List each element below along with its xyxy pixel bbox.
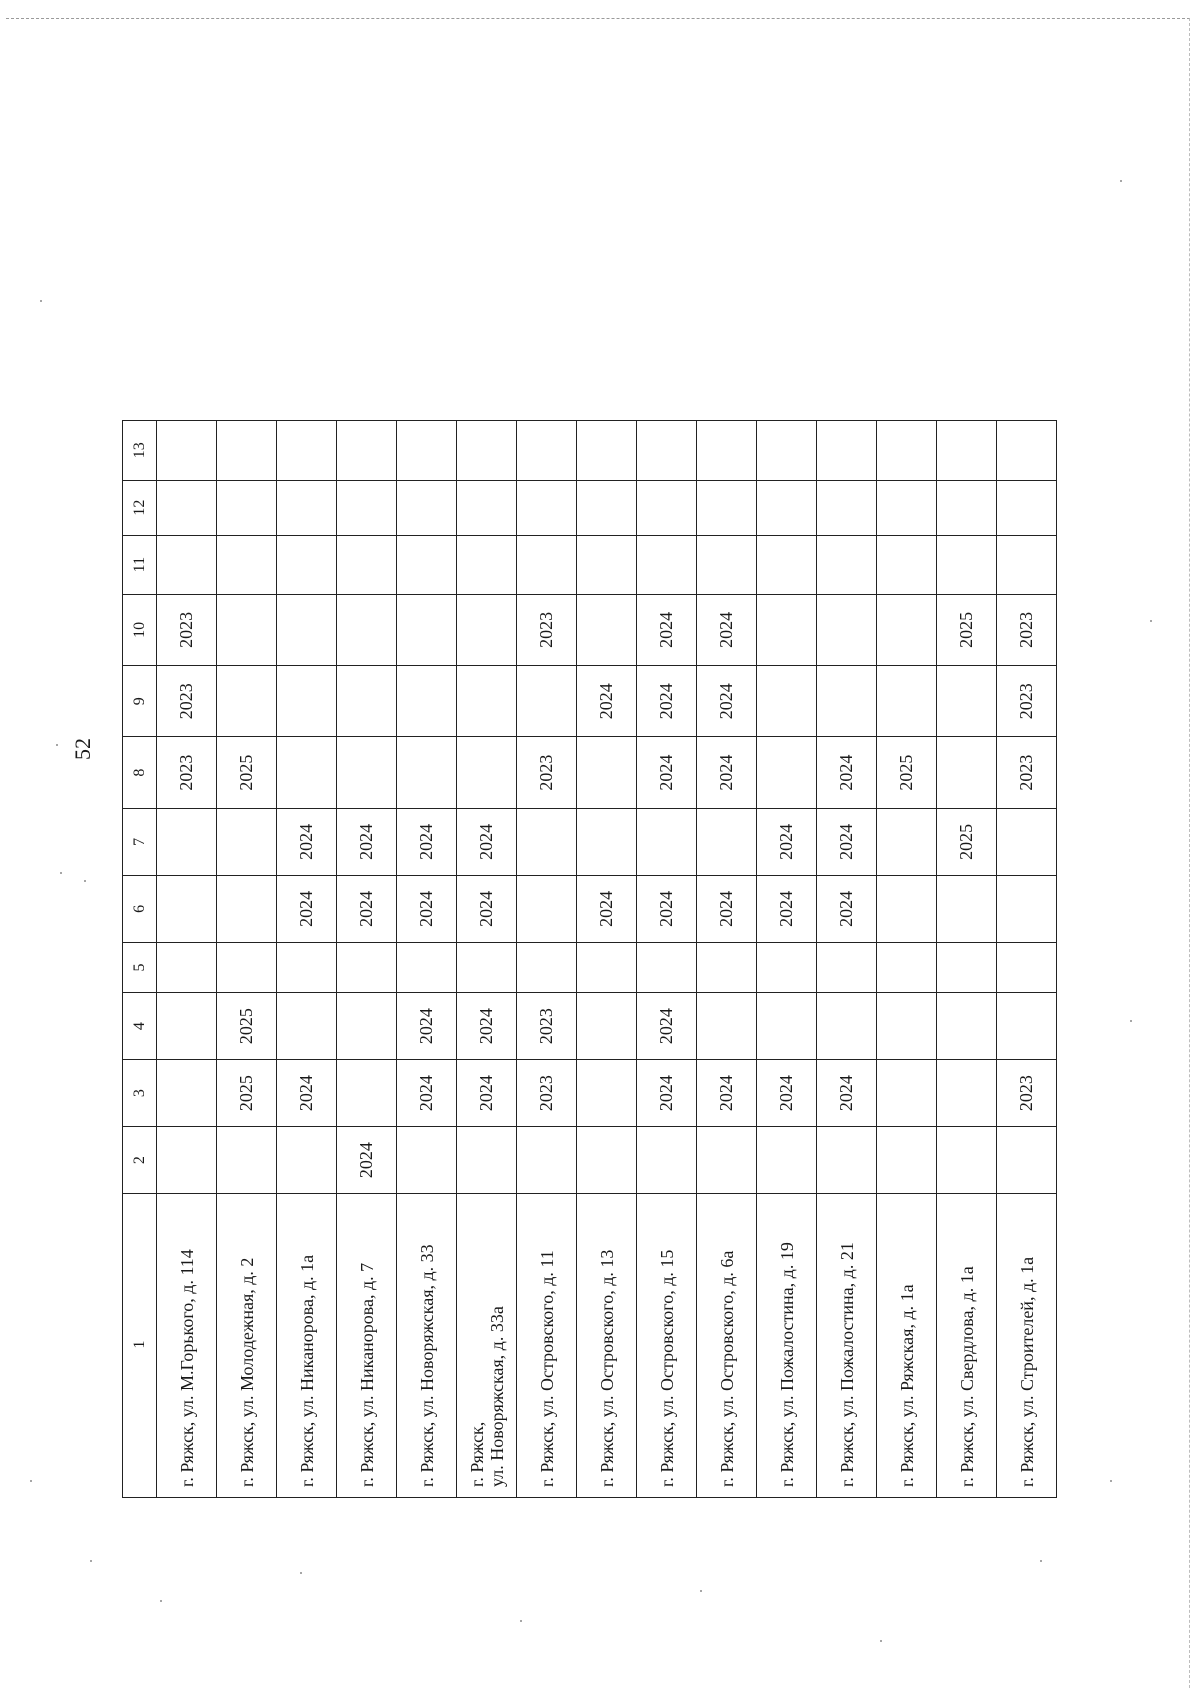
table-row — [457, 421, 517, 1498]
table-row — [817, 421, 877, 1498]
year-cell-11 — [577, 535, 637, 594]
year-cell-12 — [577, 480, 637, 535]
address-text: г. Ряжск, — [466, 1421, 487, 1487]
year-cell-6 — [157, 875, 217, 942]
year-cell-10 — [757, 594, 817, 665]
year-cell-7: 2024 — [277, 808, 337, 875]
year-cell-5 — [457, 942, 517, 992]
year-cell-10 — [397, 594, 457, 665]
address-cell — [457, 1194, 517, 1498]
year-cell-13 — [397, 421, 457, 481]
year-cell-7 — [217, 808, 277, 875]
year-cell-9 — [277, 666, 337, 737]
year-cell-8 — [277, 737, 337, 808]
year-cell-9 — [817, 666, 877, 737]
year-cell-13 — [157, 421, 217, 481]
year-cell-9 — [457, 666, 517, 737]
address-cell — [637, 1194, 697, 1498]
address-text: г. Ряжск, ул. Островского, д. 15 — [656, 1249, 677, 1487]
table-row — [577, 421, 637, 1498]
year-cell-6 — [997, 875, 1057, 942]
year-cell-8: 2023 — [157, 737, 217, 808]
address-text: г. Ряжск, ул. Никанорова, д. 1а — [296, 1254, 317, 1487]
year-cell-6 — [517, 875, 577, 942]
year-cell-4 — [937, 993, 997, 1060]
year-cell-10: 2023 — [997, 594, 1057, 665]
year-cell-8: 2023 — [997, 737, 1057, 808]
address-text: г. Ряжск, ул. Новоряжская, д. 33 — [416, 1244, 437, 1487]
year-cell-7 — [997, 808, 1057, 875]
col-header-4: 4 — [123, 993, 157, 1060]
address-cell — [217, 1194, 277, 1498]
year-cell-9 — [517, 666, 577, 737]
year-cell-12 — [337, 480, 397, 535]
year-cell-6: 2024 — [577, 875, 637, 942]
header-row — [123, 421, 157, 1498]
year-cell-10 — [457, 594, 517, 665]
year-cell-9: 2024 — [577, 666, 637, 737]
year-cell-9 — [397, 666, 457, 737]
scan-speck — [1130, 1020, 1132, 1022]
year-cell-12 — [277, 480, 337, 535]
address-cell — [877, 1194, 937, 1498]
year-cell-10 — [337, 594, 397, 665]
scan-speck — [56, 744, 58, 746]
year-cell-8: 2025 — [877, 737, 937, 808]
col-header-10: 10 — [123, 594, 157, 665]
year-cell-3: 2024 — [277, 1060, 337, 1127]
year-cell-5 — [517, 942, 577, 992]
year-cell-9 — [337, 666, 397, 737]
scan-speck — [300, 1572, 302, 1574]
scan-speck — [1110, 1480, 1112, 1482]
scan-speck — [1040, 1560, 1042, 1562]
address-text: г. Ряжск, ул. Островского, д. 13 — [596, 1249, 617, 1487]
year-cell-5 — [637, 942, 697, 992]
address-cell — [817, 1194, 877, 1498]
year-cell-4 — [157, 993, 217, 1060]
year-cell-7: 2024 — [757, 808, 817, 875]
year-cell-12 — [217, 480, 277, 535]
year-cell-12 — [637, 480, 697, 535]
year-cell-7 — [697, 808, 757, 875]
year-cell-2 — [517, 1127, 577, 1194]
table-row — [757, 421, 817, 1498]
col-header-6: 6 — [123, 875, 157, 942]
year-cell-7: 2024 — [397, 808, 457, 875]
year-cell-4: 2024 — [637, 993, 697, 1060]
year-cell-3: 2024 — [457, 1060, 517, 1127]
col-header-8: 8 — [123, 737, 157, 808]
page-number: 52 — [70, 738, 95, 760]
year-cell-13 — [217, 421, 277, 481]
year-cell-13 — [817, 421, 877, 481]
year-cell-13 — [697, 421, 757, 481]
year-cell-10 — [877, 594, 937, 665]
year-cell-7 — [877, 808, 937, 875]
scan-speck — [1120, 180, 1122, 182]
address-cell — [337, 1194, 397, 1498]
year-cell-3: 2024 — [397, 1060, 457, 1127]
year-cell-11 — [637, 535, 697, 594]
year-cell-5 — [157, 942, 217, 992]
year-cell-10 — [817, 594, 877, 665]
year-cell-6 — [877, 875, 937, 942]
address-cell — [397, 1194, 457, 1498]
year-cell-8: 2023 — [517, 737, 577, 808]
year-cell-8: 2024 — [817, 737, 877, 808]
year-cell-2 — [757, 1127, 817, 1194]
address-cell — [937, 1194, 997, 1498]
year-cell-9 — [877, 666, 937, 737]
scan-speck — [60, 872, 62, 874]
year-cell-11 — [937, 535, 997, 594]
year-cell-4: 2023 — [517, 993, 577, 1060]
year-cell-2 — [577, 1127, 637, 1194]
year-cell-5 — [397, 942, 457, 992]
col-header-7: 7 — [123, 808, 157, 875]
col-header-3: 3 — [123, 1060, 157, 1127]
year-cell-7 — [637, 808, 697, 875]
year-cell-9: 2024 — [697, 666, 757, 737]
year-cell-6: 2024 — [757, 875, 817, 942]
table-row — [277, 421, 337, 1498]
year-cell-11 — [217, 535, 277, 594]
year-cell-4 — [577, 993, 637, 1060]
address-cell — [517, 1194, 577, 1498]
year-cell-13 — [877, 421, 937, 481]
year-cell-11 — [877, 535, 937, 594]
scan-speck — [1150, 620, 1152, 622]
col-header-2: 2 — [123, 1127, 157, 1194]
year-cell-4 — [877, 993, 937, 1060]
year-cell-5 — [937, 942, 997, 992]
year-cell-6: 2024 — [457, 875, 517, 942]
year-cell-3: 2023 — [997, 1060, 1057, 1127]
year-cell-13 — [577, 421, 637, 481]
year-cell-3: 2024 — [697, 1060, 757, 1127]
year-cell-5 — [277, 942, 337, 992]
year-cell-6: 2024 — [397, 875, 457, 942]
col-header-9: 9 — [123, 666, 157, 737]
scan-speck — [90, 1560, 92, 1562]
year-cell-9 — [757, 666, 817, 737]
address-cell — [997, 1194, 1057, 1498]
year-cell-13 — [637, 421, 697, 481]
year-cell-10: 2024 — [637, 594, 697, 665]
year-cell-3 — [577, 1060, 637, 1127]
year-cell-5 — [577, 942, 637, 992]
year-cell-8 — [757, 737, 817, 808]
year-cell-7: 2025 — [937, 808, 997, 875]
year-cell-2 — [457, 1127, 517, 1194]
address-cell — [277, 1194, 337, 1498]
year-cell-6: 2024 — [277, 875, 337, 942]
year-cell-2 — [817, 1127, 877, 1194]
year-cell-4 — [697, 993, 757, 1060]
year-cell-4 — [757, 993, 817, 1060]
year-cell-12 — [997, 480, 1057, 535]
year-cell-6: 2024 — [337, 875, 397, 942]
year-cell-11 — [157, 535, 217, 594]
year-cell-2 — [397, 1127, 457, 1194]
col-header-1: 1 — [123, 1194, 157, 1498]
col-header-12: 12 — [123, 480, 157, 535]
year-cell-10: 2025 — [937, 594, 997, 665]
year-cell-5 — [997, 942, 1057, 992]
year-cell-8 — [337, 737, 397, 808]
year-cell-8: 2025 — [217, 737, 277, 808]
address-text: г. Ряжск, ул. Ряжская, д. 1а — [896, 1284, 917, 1487]
year-cell-11 — [337, 535, 397, 594]
year-cell-5 — [817, 942, 877, 992]
year-cell-5 — [877, 942, 937, 992]
table-row — [877, 421, 937, 1498]
year-cell-2 — [877, 1127, 937, 1194]
scan-speck — [520, 1620, 522, 1622]
year-cell-4 — [817, 993, 877, 1060]
year-cell-11 — [277, 535, 337, 594]
scan-speck — [84, 880, 86, 882]
year-cell-12 — [457, 480, 517, 535]
year-cell-7: 2024 — [337, 808, 397, 875]
address-text: г. Ряжск, ул. М.Горького, д. 114 — [176, 1249, 197, 1487]
year-cell-12 — [157, 480, 217, 535]
year-cell-11 — [457, 535, 517, 594]
table-row — [997, 421, 1057, 1498]
year-cell-11 — [397, 535, 457, 594]
year-cell-4: 2024 — [457, 993, 517, 1060]
year-cell-10: 2024 — [697, 594, 757, 665]
year-cell-4 — [997, 993, 1057, 1060]
year-cell-7 — [517, 808, 577, 875]
year-cell-12 — [757, 480, 817, 535]
year-cell-8 — [457, 737, 517, 808]
table-row — [517, 421, 577, 1498]
year-cell-4 — [277, 993, 337, 1060]
col-header-13: 13 — [123, 421, 157, 481]
year-cell-13 — [517, 421, 577, 481]
address-text: г. Ряжск, ул. Свердлова, д. 1а — [956, 1266, 977, 1487]
year-cell-3: 2024 — [637, 1060, 697, 1127]
year-cell-8: 2024 — [637, 737, 697, 808]
year-cell-11 — [997, 535, 1057, 594]
year-cell-12 — [697, 480, 757, 535]
year-cell-13 — [937, 421, 997, 481]
address-text: г. Ряжск, ул. Пожалостина, д. 19 — [776, 1242, 797, 1487]
year-cell-13 — [337, 421, 397, 481]
year-cell-10: 2023 — [517, 594, 577, 665]
year-cell-10 — [217, 594, 277, 665]
table-row — [157, 421, 217, 1498]
year-cell-2 — [697, 1127, 757, 1194]
address-cell — [757, 1194, 817, 1498]
scan-speck — [40, 300, 42, 302]
address-cell — [577, 1194, 637, 1498]
year-cell-7 — [577, 808, 637, 875]
year-cell-6 — [217, 875, 277, 942]
table-row — [637, 421, 697, 1498]
scan-speck — [30, 1480, 32, 1482]
year-cell-13 — [997, 421, 1057, 481]
year-cell-11 — [697, 535, 757, 594]
address-cell — [157, 1194, 217, 1498]
year-cell-2 — [637, 1127, 697, 1194]
year-cell-3 — [157, 1060, 217, 1127]
year-cell-11 — [517, 535, 577, 594]
year-cell-12 — [877, 480, 937, 535]
year-cell-6: 2024 — [697, 875, 757, 942]
year-cell-6 — [937, 875, 997, 942]
year-cell-13 — [277, 421, 337, 481]
address-text-line2: ул. Новоряжская, д. 33а — [486, 1306, 507, 1487]
address-text: г. Ряжск, ул. Молодежная, д. 2 — [236, 1257, 257, 1487]
year-cell-5 — [697, 942, 757, 992]
year-cell-2 — [937, 1127, 997, 1194]
year-cell-3 — [937, 1060, 997, 1127]
table-row — [397, 421, 457, 1498]
col-header-11: 11 — [123, 535, 157, 594]
year-cell-12 — [817, 480, 877, 535]
year-cell-6: 2024 — [817, 875, 877, 942]
year-cell-3: 2023 — [517, 1060, 577, 1127]
year-cell-7: 2024 — [457, 808, 517, 875]
table-row — [937, 421, 997, 1498]
table-row — [217, 421, 277, 1498]
year-cell-12 — [517, 480, 577, 535]
year-cell-7: 2024 — [817, 808, 877, 875]
year-cell-5 — [337, 942, 397, 992]
year-cell-3: 2024 — [817, 1060, 877, 1127]
year-cell-12 — [397, 480, 457, 535]
year-cell-11 — [817, 535, 877, 594]
address-text: г. Ряжск, ул. Островского, д. 11 — [536, 1250, 557, 1487]
year-cell-13 — [757, 421, 817, 481]
year-cell-7 — [157, 808, 217, 875]
year-cell-3: 2024 — [757, 1060, 817, 1127]
col-header-5: 5 — [123, 942, 157, 992]
year-cell-3 — [877, 1060, 937, 1127]
year-cell-8 — [937, 737, 997, 808]
year-cell-8: 2024 — [697, 737, 757, 808]
year-cell-5 — [217, 942, 277, 992]
address-text: г. Ряжск, ул. Пожалостина, д. 21 — [836, 1242, 857, 1487]
scan-speck — [160, 1600, 162, 1602]
year-cell-13 — [457, 421, 517, 481]
schedule-table — [122, 420, 1057, 1498]
address-text: г. Ряжск, ул. Островского, д. 6а — [716, 1250, 737, 1487]
year-cell-2 — [277, 1127, 337, 1194]
scan-speck — [700, 1590, 702, 1592]
year-cell-2 — [157, 1127, 217, 1194]
year-cell-2 — [217, 1127, 277, 1194]
year-cell-8 — [577, 737, 637, 808]
year-cell-10 — [277, 594, 337, 665]
year-cell-9 — [217, 666, 277, 737]
address-text: г. Ряжск, ул. Строителей, д. 1а — [1016, 1256, 1037, 1487]
year-cell-11 — [757, 535, 817, 594]
year-cell-9 — [937, 666, 997, 737]
year-cell-3: 2025 — [217, 1060, 277, 1127]
year-cell-9: 2024 — [637, 666, 697, 737]
year-cell-5 — [757, 942, 817, 992]
table-row — [337, 421, 397, 1498]
scan-speck — [880, 1640, 882, 1642]
year-cell-6: 2024 — [637, 875, 697, 942]
year-cell-4 — [337, 993, 397, 1060]
rotated-table-container — [122, 420, 1057, 1498]
address-cell — [697, 1194, 757, 1498]
table-row — [697, 421, 757, 1498]
year-cell-9: 2023 — [997, 666, 1057, 737]
year-cell-8 — [397, 737, 457, 808]
year-cell-4: 2024 — [397, 993, 457, 1060]
year-cell-10: 2023 — [157, 594, 217, 665]
year-cell-9: 2023 — [157, 666, 217, 737]
year-cell-2 — [997, 1127, 1057, 1194]
year-cell-12 — [937, 480, 997, 535]
year-cell-10 — [577, 594, 637, 665]
address-text: г. Ряжск, ул. Никанорова, д. 7 — [356, 1262, 377, 1487]
year-cell-2: 2024 — [337, 1127, 397, 1194]
year-cell-4: 2025 — [217, 993, 277, 1060]
year-cell-3 — [337, 1060, 397, 1127]
